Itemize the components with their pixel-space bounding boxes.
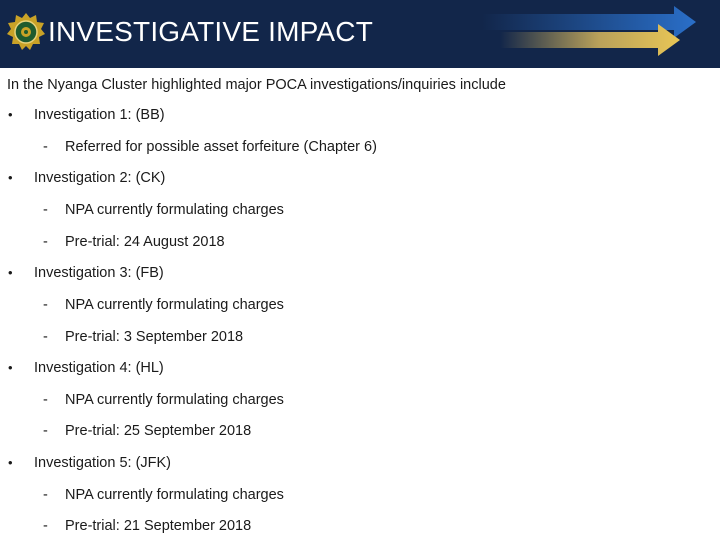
investigation-1-label: Investigation 1: (BB) [34,107,165,123]
double-arrow-icon [478,4,720,64]
dash-icon: - [43,202,48,218]
investigation-3-item-2: Pre-trial: 3 September 2018 [65,329,244,345]
investigation-5-item-1: NPA currently formulating charges [65,487,284,503]
investigation-3-label: Investigation 3: (FB) [34,265,164,281]
bullet-icon: • [8,170,13,185]
bullet-icon: • [8,455,13,470]
intro-text: In the Nyanga Cluster highlighted major POCA investigations/inquiries include [7,77,506,93]
dash-icon: - [43,423,48,439]
dash-icon: - [43,297,48,313]
slide-title: INVESTIGATIVE IMPACT [48,16,374,47]
dash-icon: - [43,487,48,503]
dash-icon: - [43,329,48,345]
bullet-icon: • [8,107,13,122]
investigation-3-item-1: NPA currently formulating charges [65,297,284,313]
dash-icon: - [43,518,48,534]
investigation-4-item-2: Pre-trial: 25 September 2018 [65,423,252,439]
investigation-4-item-1: NPA currently formulating charges [65,392,284,408]
bullet-icon: • [8,265,13,280]
investigation-5-label: Investigation 5: (JFK) [34,455,171,471]
slide-body [0,68,720,540]
dash-icon: - [43,392,48,408]
slide-header [0,0,720,68]
investigation-2-item-1: NPA currently formulating charges [65,202,284,218]
bullet-icon: • [8,360,13,375]
investigation-5-item-2: Pre-trial: 21 September 2018 [65,518,252,534]
investigation-2-item-2: Pre-trial: 24 August 2018 [65,234,225,250]
dash-icon: - [43,234,48,250]
investigation-2-label: Investigation 2: (CK) [34,170,166,186]
police-badge-icon [6,12,46,52]
investigation-1-item-1: Referred for possible asset forfeiture (Chapter 6) [65,139,377,155]
investigation-4-label: Investigation 4: (HL) [34,360,164,376]
dash-icon: - [43,139,48,155]
